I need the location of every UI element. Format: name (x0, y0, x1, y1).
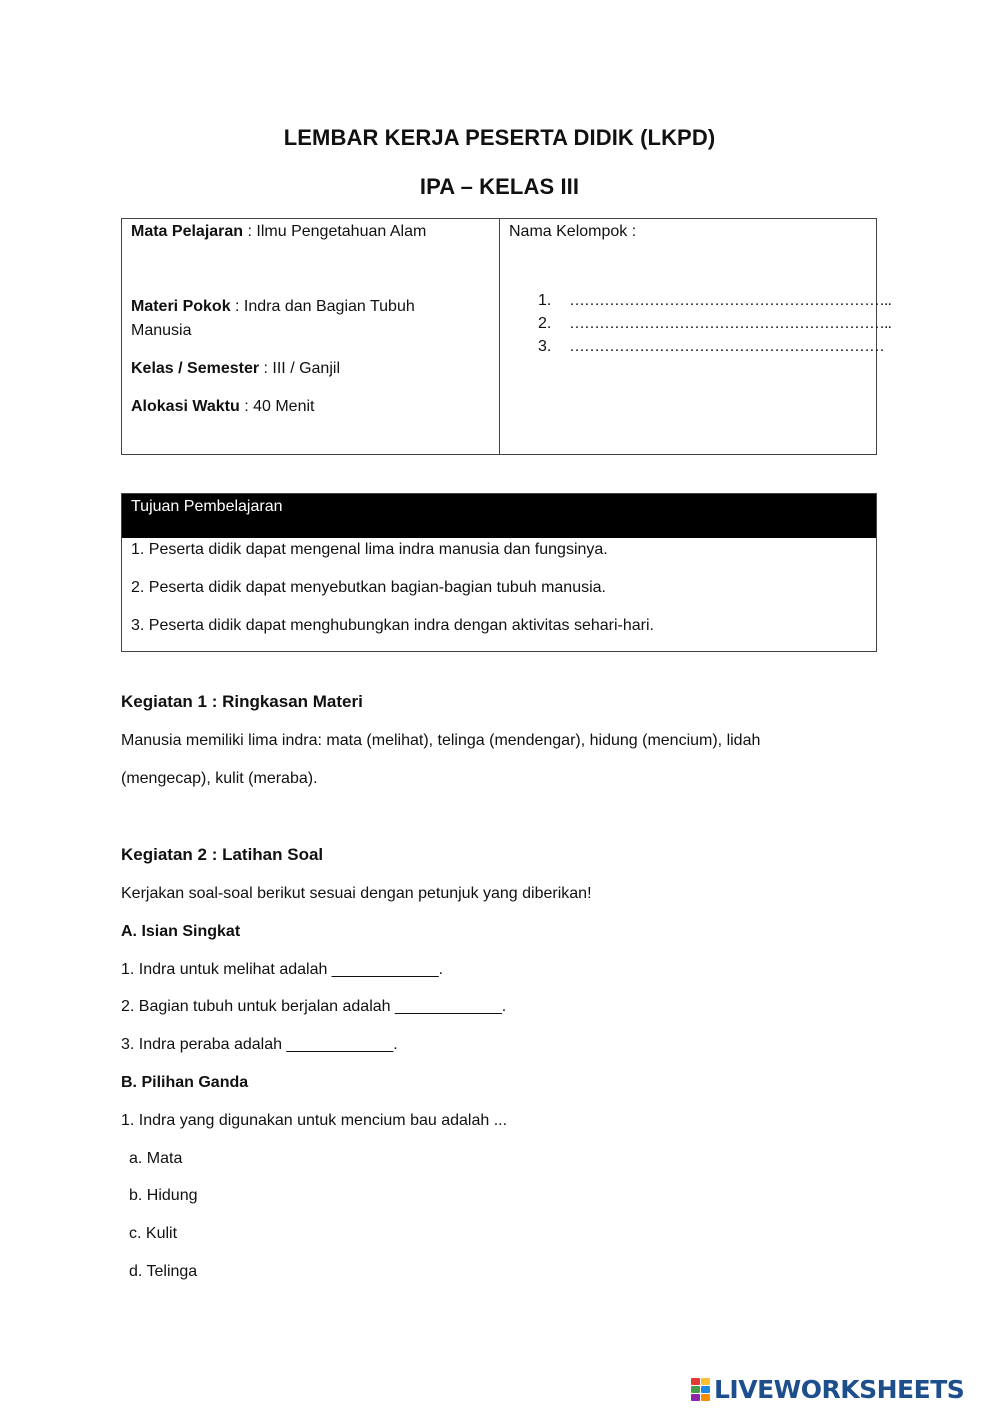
liveworksheets-logo (691, 1374, 964, 1404)
liveworksheets-logo-text: LIVEWORKSHEETS (714, 1374, 965, 1404)
pg-question: 1. Indra yang digunakan untuk mencium bau adalah ... (121, 1112, 508, 1129)
logo-block (691, 1394, 700, 1401)
member-row[interactable] (538, 335, 891, 358)
liveworksheets-logo-icon (691, 1378, 710, 1401)
materi-value: : Indra dan Bagian Tubuh Manusia (131, 298, 415, 339)
materi-pokok (131, 295, 471, 343)
isian-question[interactable]: 2. Bagian tubuh untuk berjalan adalah ____________. (121, 998, 507, 1015)
pg-option[interactable]: c. Kulit (129, 1225, 178, 1242)
tujuan-item: 3. Peserta didik dapat menghubungkan indra dengan aktivitas sehari-hari. (131, 617, 654, 634)
member-number: 1. (538, 292, 552, 309)
alokasi-value: : 40 Menit (239, 398, 315, 415)
member-blank[interactable]: ……………………………………………………….. (569, 315, 891, 332)
nama-kelompok-label: Nama Kelompok : (509, 223, 637, 240)
tujuan-item: 1. Peserta didik dapat mengenal lima indra manusia dan fungsinya. (131, 541, 608, 558)
section-a-heading: A. Isian Singkat (121, 923, 241, 940)
alokasi-label: Alokasi Waktu (131, 398, 240, 415)
kegiatan1-text-line1: Manusia memiliki lima indra: mata (melihat), telinga (mendengar), hidung (mencium), lidah (121, 732, 761, 749)
kegiatan1-heading: Kegiatan 1 : Ringkasan Materi (121, 692, 363, 711)
isian-question[interactable]: 3. Indra peraba adalah ____________. (121, 1036, 398, 1053)
member-row[interactable] (538, 289, 891, 312)
logo-block (691, 1386, 700, 1393)
mata-pelajaran (131, 220, 426, 244)
info-table (121, 218, 891, 455)
member-number: 3. (538, 338, 552, 355)
logo-block (701, 1394, 710, 1401)
page-title: LEMBAR KERJA PESERTA DIDIK (LKPD) (283, 125, 716, 150)
section-b-heading: B. Pilihan Ganda (121, 1074, 249, 1091)
logo-block (691, 1378, 700, 1385)
member-row[interactable] (538, 312, 891, 335)
kelas-label: Kelas / Semester (131, 360, 260, 377)
logo-block (701, 1386, 710, 1393)
kelas-value: : III / Ganjil (259, 360, 340, 377)
alokasi-waktu (131, 395, 314, 419)
logo-block (701, 1378, 710, 1385)
table-divider (499, 219, 500, 454)
member-blank[interactable]: ……………………………………………………… (569, 338, 884, 355)
tujuan-heading: Tujuan Pembelajaran (122, 494, 876, 538)
member-number: 2. (538, 315, 552, 332)
kegiatan2-heading: Kegiatan 2 : Latihan Soal (121, 845, 324, 864)
member-list (538, 289, 891, 358)
isian-question[interactable]: 1. Indra untuk melihat adalah ____________. (121, 961, 444, 978)
tujuan-item: 2. Peserta didik dapat menyebutkan bagian-bagian tubuh manusia. (131, 579, 606, 596)
pg-option[interactable]: d. Telinga (129, 1263, 198, 1280)
mapel-value: : Ilmu Pengetahuan Alam (243, 223, 427, 240)
kegiatan2-instruction: Kerjakan soal-soal berikut sesuai dengan petunjuk yang diberikan! (121, 885, 592, 902)
materi-label: Materi Pokok (131, 298, 231, 315)
pg-option[interactable]: b. Hidung (129, 1187, 198, 1204)
mapel-label: Mata Pelajaran (131, 223, 244, 240)
pg-option[interactable]: a. Mata (129, 1150, 183, 1167)
page-subtitle: IPA – KELAS III (419, 174, 580, 199)
kegiatan1-text-line2: (mengecap), kulit (meraba). (121, 770, 318, 787)
kelas-semester (131, 357, 340, 381)
tujuan-table (121, 493, 877, 652)
member-blank[interactable]: ……………………………………………………….. (569, 292, 891, 309)
